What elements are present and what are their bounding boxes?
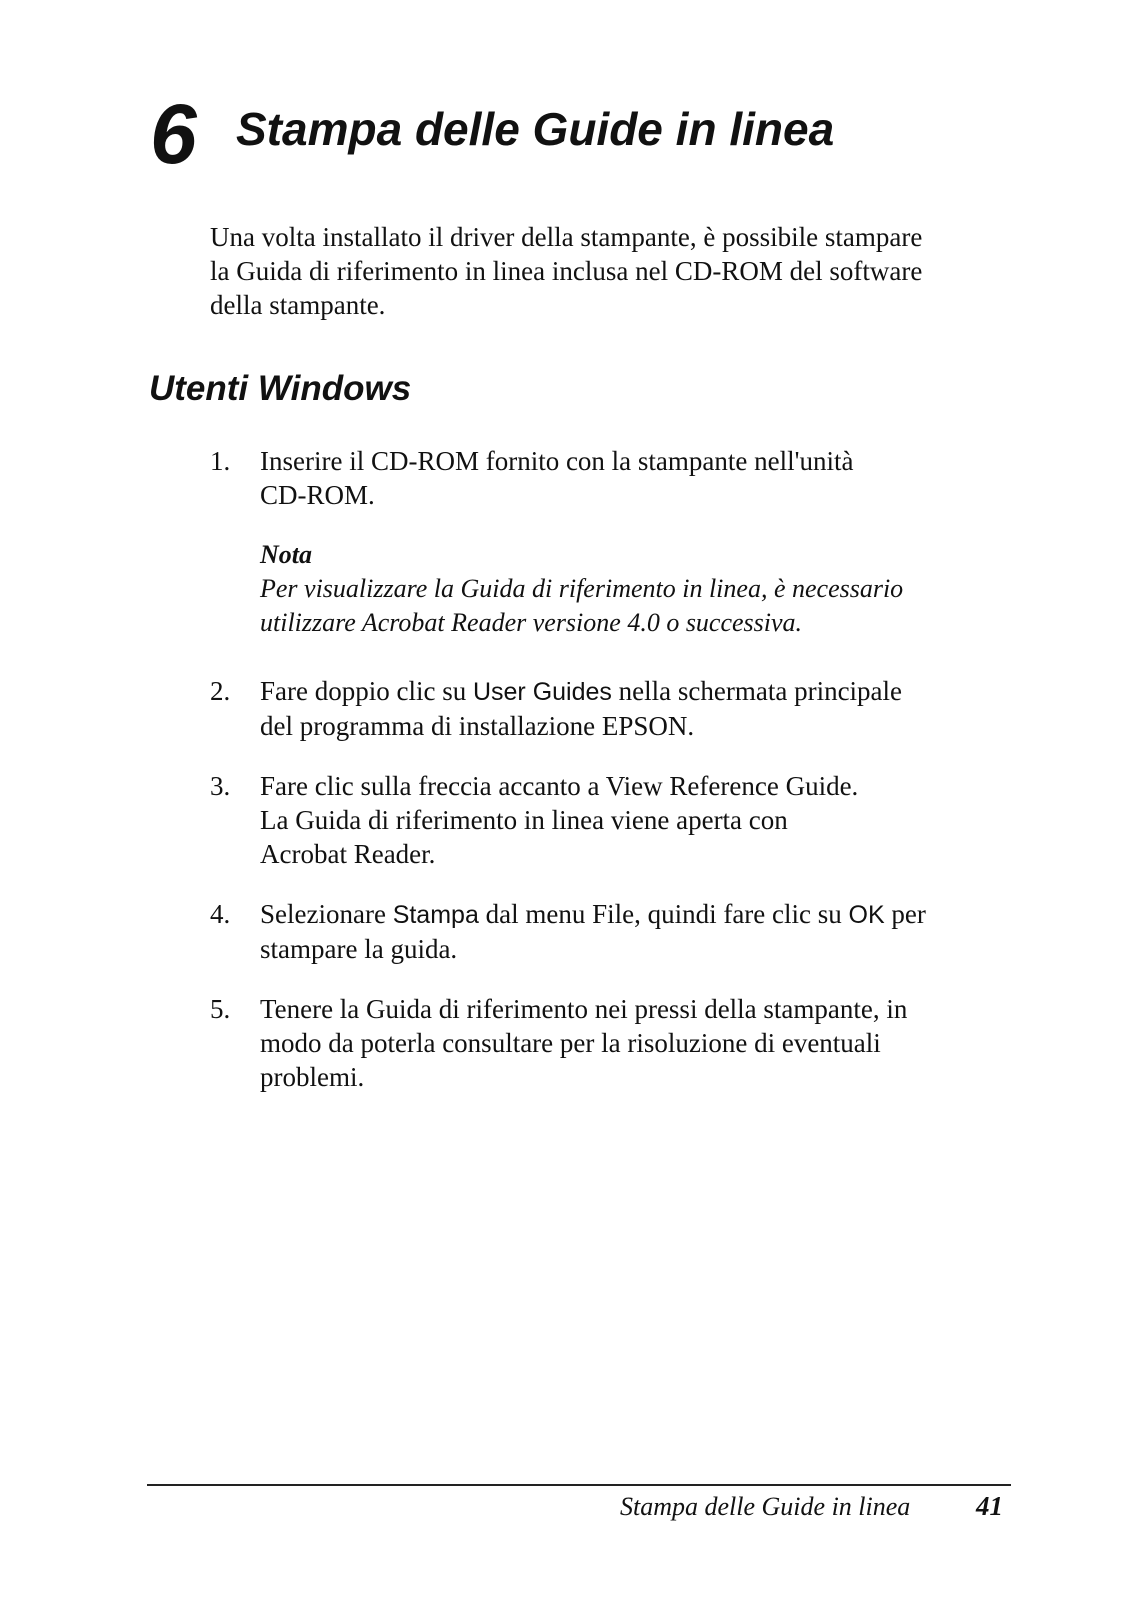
step-text [260, 674, 1020, 743]
intro-paragraph [210, 220, 1015, 322]
step-text-fragment: Selezionare [260, 899, 393, 929]
footer-divider [147, 1484, 1011, 1486]
page-number: 41 [976, 1491, 1003, 1521]
step-line: problemi. [260, 1062, 365, 1092]
chapter-number: 6 [150, 87, 197, 181]
ui-label-user-guides: User Guides [472, 678, 612, 706]
step-text-fragment: per [884, 899, 926, 929]
step-number: 1. [210, 446, 231, 476]
step-text [260, 769, 1020, 871]
step-line: Acrobat Reader. [260, 839, 436, 869]
step-line: Inserire il CD-ROM fornito con la stampante nell'unità [260, 446, 854, 476]
chapter-title: Stampa delle Guide in linea [236, 103, 835, 155]
note-text [260, 572, 1020, 640]
intro-line-3: della stampante. [210, 290, 386, 320]
note-title: Nota [260, 540, 312, 569]
step-text-fragment: nella schermata principale [611, 676, 903, 706]
step-text-fragment: Fare doppio clic su [260, 676, 473, 706]
step-line: modo da poterla consultare per la risoluzione di eventuali [260, 1028, 881, 1058]
list-item [210, 897, 1020, 966]
step-line: La Guida di riferimento in linea viene aperta con [260, 805, 788, 835]
step-text-fragment: dal menu File, quindi fare clic su [478, 899, 849, 929]
ui-label-stampa: Stampa [392, 901, 479, 929]
footer-title: Stampa delle Guide in linea [620, 1492, 911, 1521]
step-number: 4. [210, 899, 231, 929]
note-block [260, 538, 1020, 640]
list-item [210, 444, 1020, 512]
step-number: 5. [210, 994, 231, 1024]
step-line: Fare clic sulla freccia accanto a View Reference Guide. [260, 771, 859, 801]
step-line: stampare la guida. [260, 934, 458, 964]
step-number: 3. [210, 771, 231, 801]
step-text [260, 444, 1020, 512]
list-item [210, 992, 1020, 1094]
note-line: utilizzare Acrobat Reader versione 4.0 o successiva. [260, 608, 803, 637]
section-heading: Utenti Windows [149, 369, 412, 408]
step-line: CD-ROM. [260, 480, 375, 510]
step-text [260, 992, 1020, 1094]
step-line: del programma di installazione EPSON. [260, 711, 695, 741]
steps-list [210, 444, 1020, 1120]
list-item [210, 769, 1020, 871]
intro-line-1: Una volta installato il driver della stampante, è possibile stampare [210, 222, 923, 252]
step-text [260, 897, 1020, 966]
step-number: 2. [210, 676, 231, 706]
ui-label-ok: OK [848, 901, 885, 929]
step-line: Tenere la Guida di riferimento nei pressi della stampante, in [260, 994, 908, 1024]
list-item [210, 674, 1020, 743]
note-line: Per visualizzare la Guida di riferimento in linea, è necessario [260, 574, 904, 603]
intro-line-2: la Guida di riferimento in linea inclusa nel CD-ROM del software [210, 256, 923, 286]
